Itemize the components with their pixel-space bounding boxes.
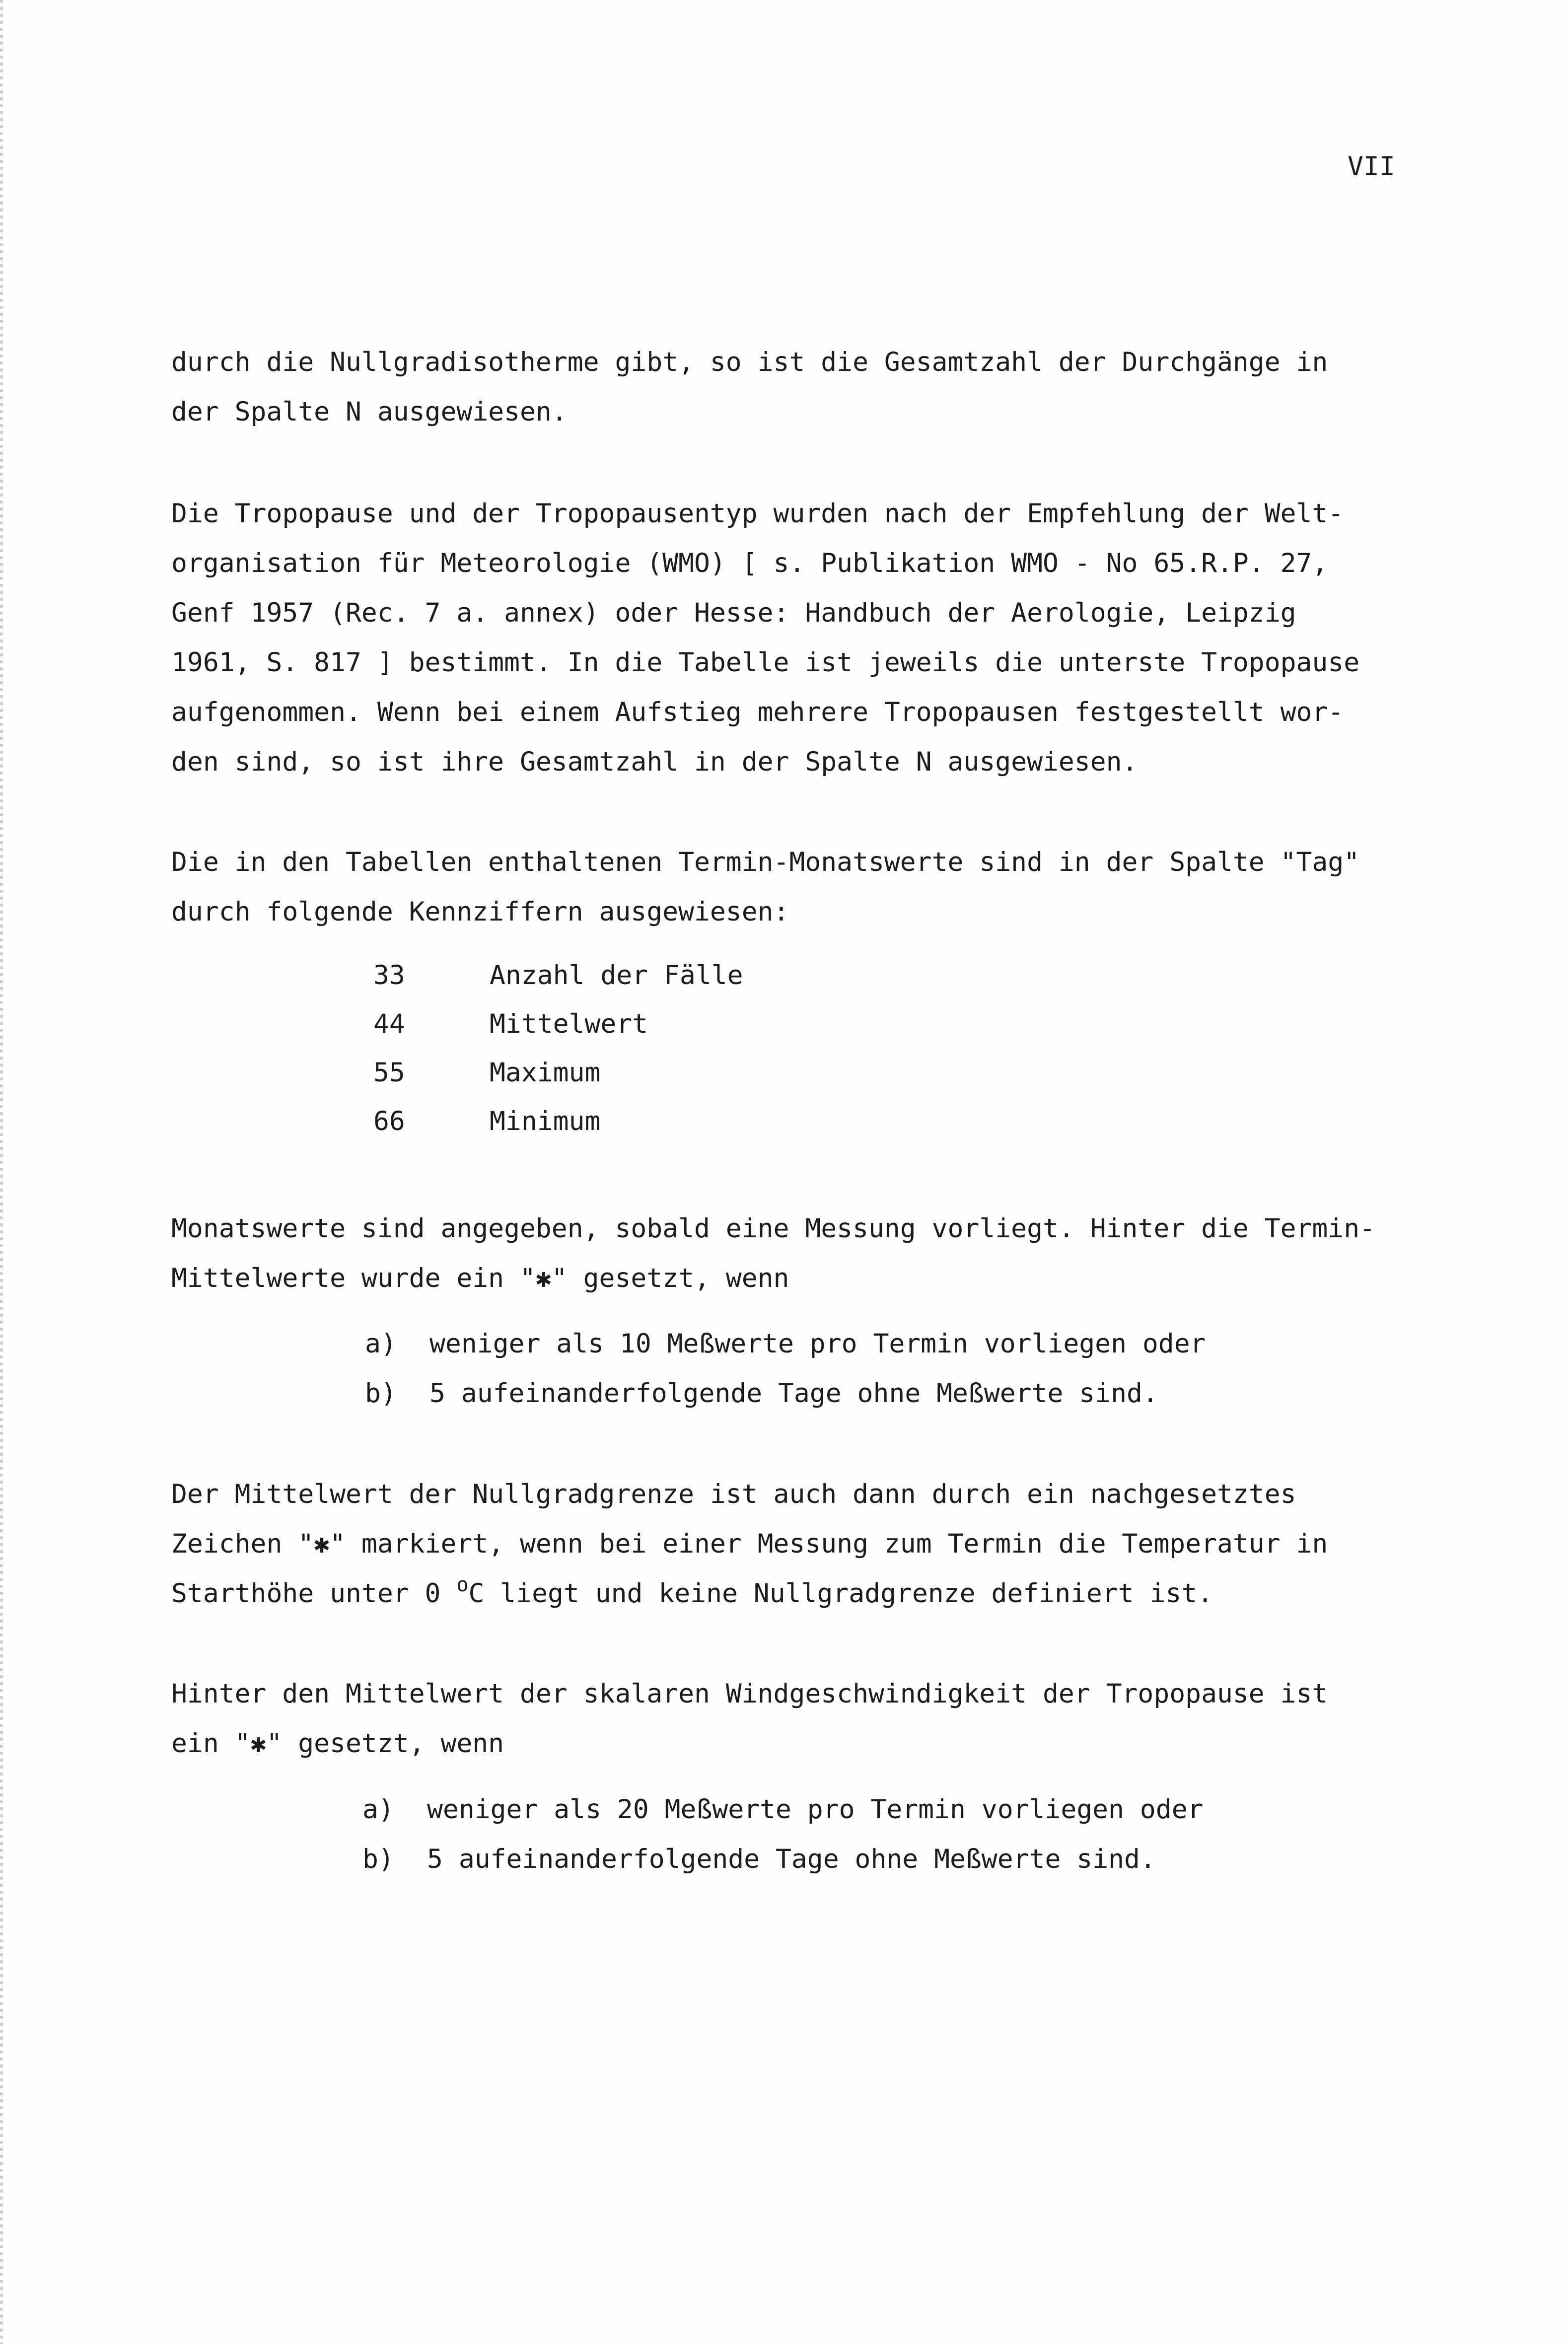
text-line: den sind, so ist ihre Gesamtzahl in der Spalte N ausgewiesen.	[171, 747, 1138, 777]
list-item	[362, 1835, 1204, 1884]
paragraph-null-limit	[171, 1470, 1442, 1619]
text-line: Mittelwerte wurde ein "✱" gesetzt, wenn	[171, 1263, 789, 1293]
list-item	[365, 1369, 1206, 1419]
degree-superscript: o	[456, 1573, 469, 1596]
paragraph-codes-intro	[171, 838, 1442, 937]
legend-label: Minimum	[490, 1106, 601, 1136]
list-marker: a)	[362, 1794, 394, 1825]
legend-code: 44	[373, 1009, 405, 1039]
list-item	[362, 1785, 1204, 1835]
legend-code: 55	[373, 1058, 405, 1088]
text-line: Der Mittelwert der Nullgradgrenze ist auch dann durch ein nachgesetztes	[171, 1479, 1296, 1509]
legend-label: Anzahl der Fälle	[490, 960, 743, 991]
paragraph-null-isotherm	[171, 338, 1442, 437]
text-line: aufgenommen. Wenn bei einem Aufstieg mehrere Tropopausen festgestellt wor-	[171, 697, 1344, 727]
list-item	[365, 1319, 1206, 1369]
list-text: 5 aufeinanderfolgende Tage ohne Meßwerte sind.	[429, 1378, 1158, 1409]
text-line: 1961, S. 817 ] bestimmt. In die Tabelle ist jeweils die unterste Tropopause	[171, 647, 1360, 678]
text-line: Die in den Tabellen enthaltenen Termin-Monatswerte sind in der Spalte "Tag"	[171, 847, 1360, 877]
text-line: Genf 1957 (Rec. 7 a. annex) oder Hesse: Handbuch der Aerologie, Leipzig	[171, 598, 1296, 628]
binding-edge	[0, 0, 3, 2344]
text-line: der Spalte N ausgewiesen.	[171, 397, 568, 427]
page-number: VII	[1348, 151, 1395, 182]
legend-row	[373, 999, 743, 1048]
text-fragment: C liegt und keine Nullgradgrenze definiert ist.	[468, 1578, 1213, 1609]
legend-code: 33	[373, 960, 405, 991]
legend-row	[373, 951, 743, 999]
list-text: weniger als 20 Meßwerte pro Termin vorliegen oder	[427, 1794, 1204, 1825]
legend-label: Mittelwert	[490, 1009, 648, 1039]
list-marker: b)	[362, 1844, 394, 1874]
legend-label: Maximum	[490, 1058, 601, 1088]
list-marker: a)	[365, 1329, 397, 1359]
text-line: durch die Nullgradisotherme gibt, so ist die Gesamtzahl der Durchgänge in	[171, 347, 1328, 377]
text-line: Zeichen "✱" markiert, wenn bei einer Messung zum Termin die Temperatur in	[171, 1529, 1328, 1559]
text-line: Monatswerte sind angegeben, sobald eine Messung vorliegt. Hinter die Termin-	[171, 1213, 1376, 1244]
code-legend	[373, 951, 743, 1145]
list-marker: b)	[365, 1378, 397, 1409]
condition-list-1	[365, 1319, 1206, 1419]
text-line: Hinter den Mittelwert der skalaren Windgeschwindigkeit der Tropopause ist	[171, 1679, 1328, 1709]
legend-row	[373, 1097, 743, 1145]
list-text: weniger als 10 Meßwerte pro Termin vorliegen oder	[429, 1329, 1206, 1359]
text-line: Die Tropopause und der Tropopausentyp wurden nach der Empfehlung der Welt-	[171, 498, 1344, 529]
legend-row	[373, 1048, 743, 1097]
text-fragment: Starthöhe unter 0	[171, 1578, 457, 1609]
paragraph-monthly-values	[171, 1204, 1442, 1303]
paragraph-tropopause	[171, 489, 1442, 787]
legend-code: 66	[373, 1106, 405, 1136]
paragraph-wind-speed	[171, 1669, 1442, 1769]
text-line: organisation für Meteorologie (WMO) [ s. Publikation WMO - No 65.R.P. 27,	[171, 548, 1328, 578]
condition-list-2	[362, 1785, 1204, 1884]
list-text: 5 aufeinanderfolgende Tage ohne Meßwerte sind.	[427, 1844, 1156, 1874]
text-line: durch folgende Kennziffern ausgewiesen:	[171, 897, 789, 927]
text-line: ein "✱" gesetzt, wenn	[171, 1728, 504, 1759]
text-line	[171, 1569, 1442, 1619]
